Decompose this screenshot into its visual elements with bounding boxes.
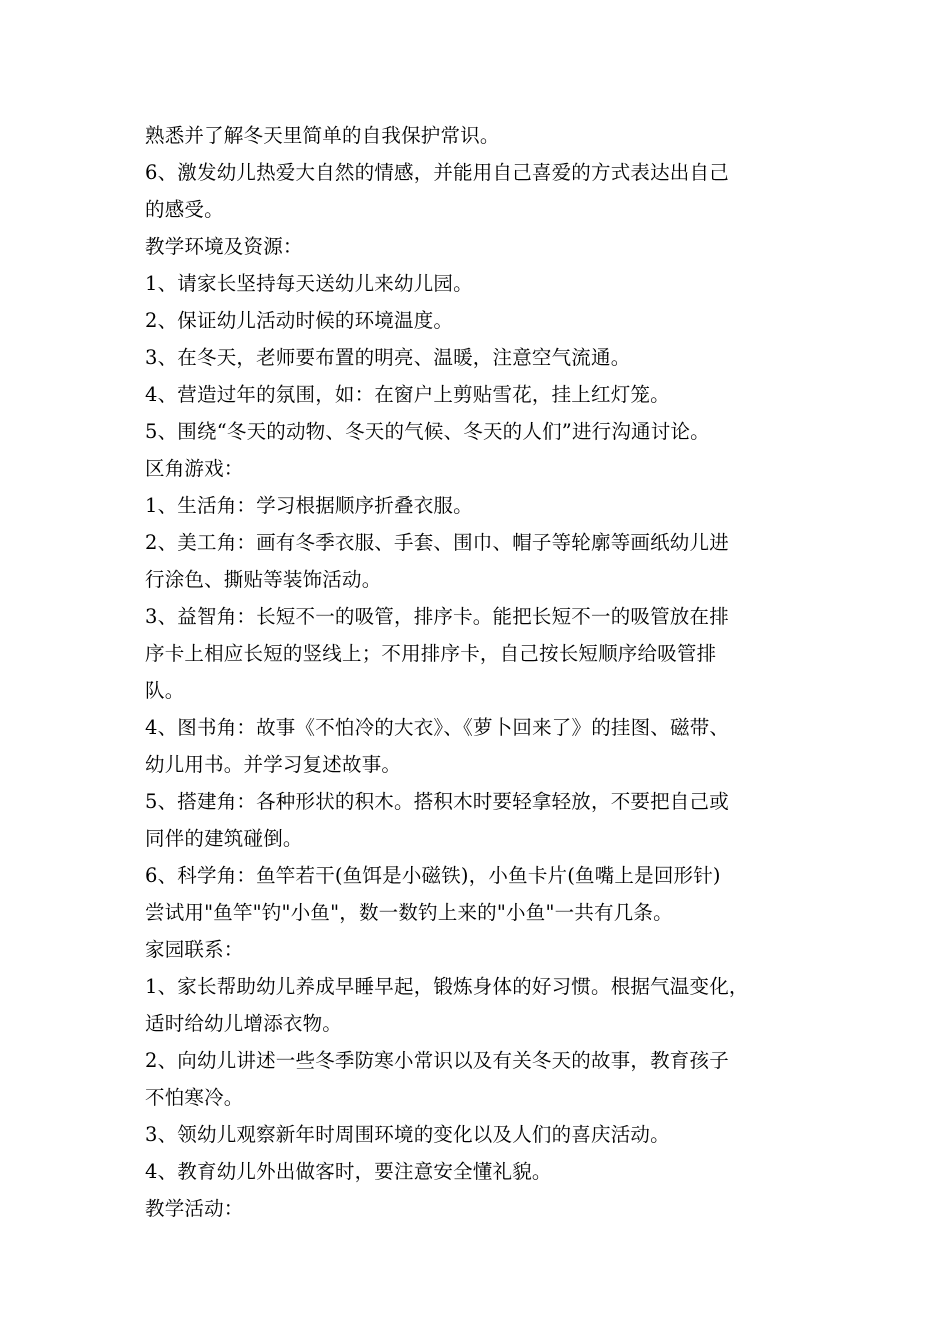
paragraph-line: 4、图书角：故事《不怕冷的大衣》、《萝卜回来了》的挂图、磁带、 [145,716,730,739]
paragraph-line: 5、围绕“冬天的动物、冬天的气候、冬天的人们”进行沟通讨论。 [145,420,710,443]
paragraph-line: 行涂色、撕贴等装饰活动。 [145,568,382,591]
paragraph-line: 尝试用"鱼竿"钓"小鱼"，数一数钓上来的"小鱼"一共有几条。 [145,901,673,924]
paragraph-line: 3、益智角：长短不一的吸管，排序卡。能把长短不一的吸管放在排 [145,605,729,628]
paragraph-line: 幼儿用书。并学习复述故事。 [145,753,402,776]
section-heading: 教学活动： [145,1197,244,1220]
paragraph-line: 队。 [145,679,185,702]
paragraph-line: 1、生活角：学习根据顺序折叠衣服。 [145,494,473,517]
paragraph-line: 4、营造过年的氛围，如：在窗户上剪贴雪花，挂上红灯笼。 [145,383,670,406]
paragraph-line: 1、家长帮助幼儿养成早睡早起，锻炼身体的好习惯。根据气温变化， [145,975,749,998]
section-heading: 区角游戏： [145,457,244,480]
paragraph-line: 2、保证幼儿活动时候的环境温度。 [145,309,454,332]
paragraph-line: 1、请家长坚持每天送幼儿来幼儿园。 [145,272,473,295]
paragraph-line: 不怕寒冷。 [145,1086,244,1109]
paragraph-line: 序卡上相应长短的竖线上；不用排序卡，自己按长短顺序给吸管排 [145,642,717,665]
paragraph-line: 4、教育幼儿外出做客时，要注意安全懂礼貌。 [145,1160,552,1183]
paragraph-line: 的感受。 [145,198,224,221]
paragraph-line: 熟悉并了解冬天里简单的自我保护常识。 [145,124,500,147]
section-heading: 家园联系： [145,938,244,961]
paragraph-line: 适时给幼儿增添衣物。 [145,1012,343,1035]
paragraph-line: 3、领幼儿观察新年时周围环境的变化以及人们的喜庆活动。 [145,1123,670,1146]
paragraph-line: 6、科学角：鱼竿若干(鱼饵是小磁铁)，小鱼卡片(鱼嘴上是回形针) [145,864,721,887]
paragraph-line: 3、在冬天，老师要布置的明亮、温暖，注意空气流通。 [145,346,631,369]
paragraph-line: 同伴的建筑碰倒。 [145,827,303,850]
paragraph-line: 5、搭建角：各种形状的积木。搭积木时要轻拿轻放，不要把自己或 [145,790,729,813]
paragraph-line: 6、激发幼儿热爱大自然的情感，并能用自己喜爱的方式表达出自己 [145,161,729,184]
paragraph-line: 2、向幼儿讲述一些冬季防寒小常识以及有关冬天的故事，教育孩子 [145,1049,729,1072]
paragraph-line: 2、美工角：画有冬季衣服、手套、围巾、帽子等轮廓等画纸幼儿进 [145,531,729,554]
section-heading: 教学环境及资源： [145,235,303,258]
document-body [145,117,815,1227]
